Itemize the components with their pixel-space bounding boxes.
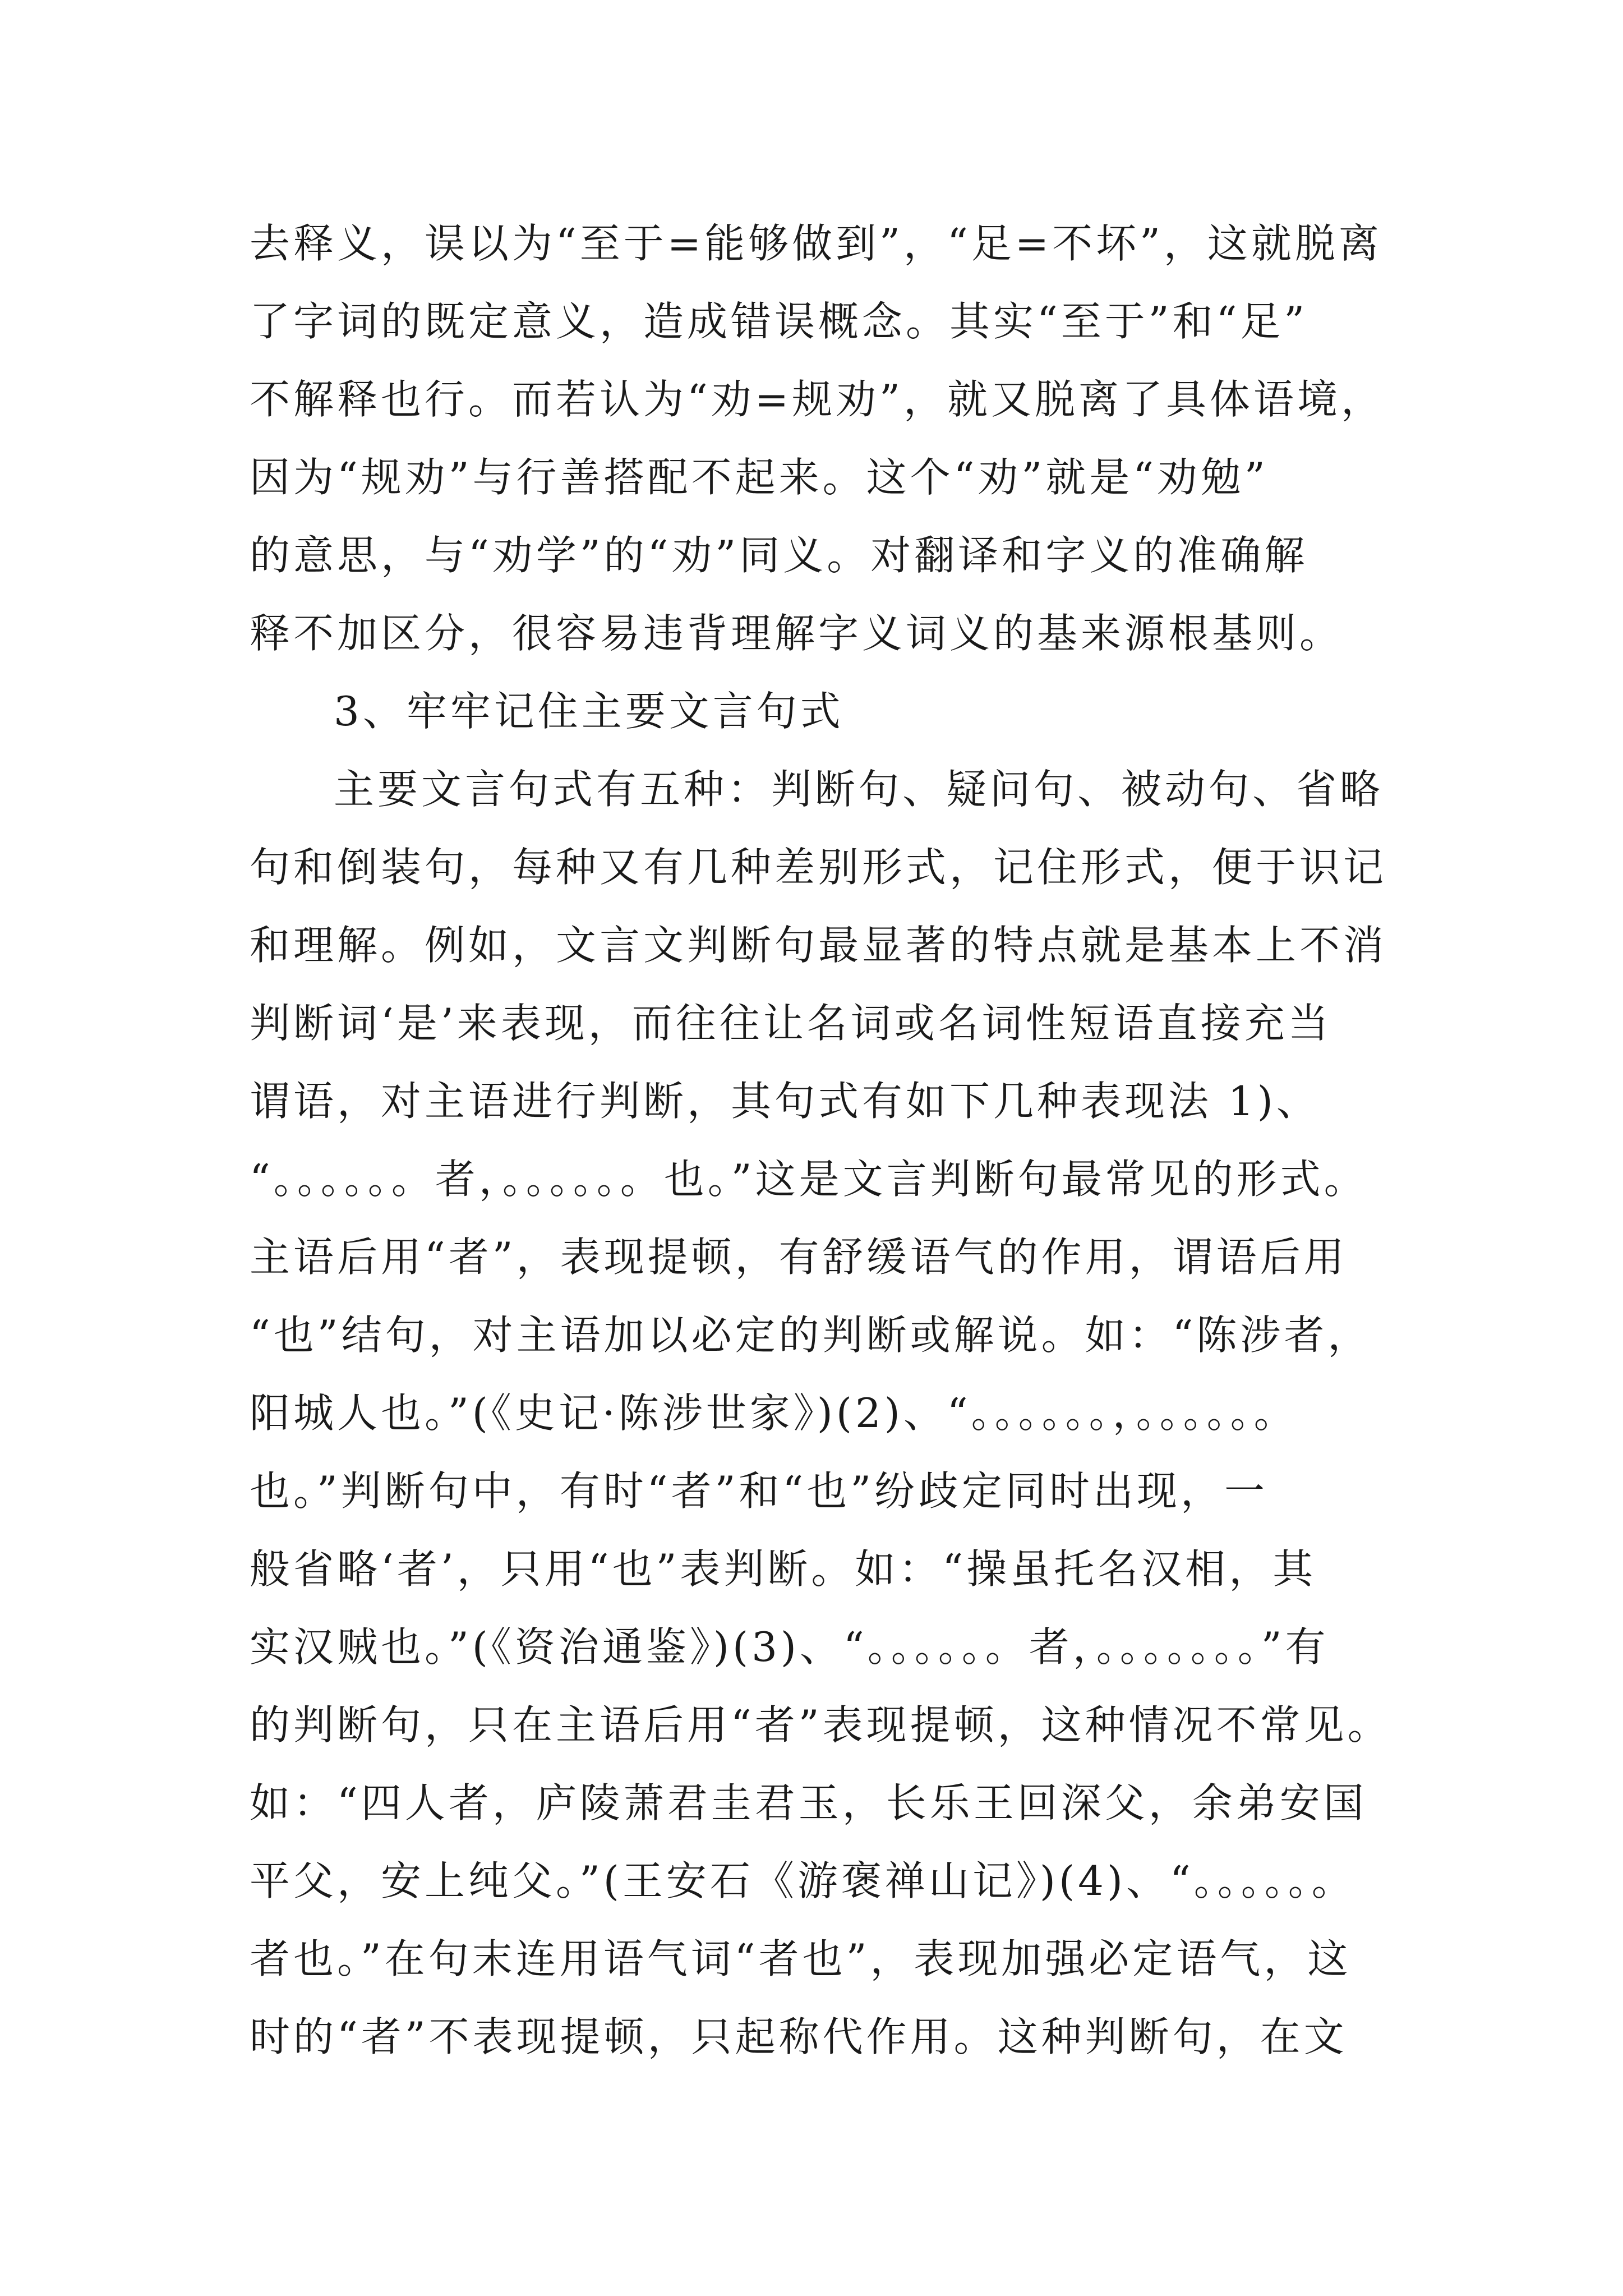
text-line-14: 主语后用“者”，表现提顿，有舒缓语气的作用，谓语后用 (250, 1234, 1348, 1281)
text-line-1: 去释义，误以为“至于=能够做到”，“足=不坏”，这就脱离 (250, 220, 1382, 267)
text-line-23: 者也。”在句末连用语气词“者也”，表现加强必定语气，这 (250, 1935, 1352, 1982)
text-line-3: 不解释也行。而若认为“劝=规劝”，就又脱离了具体语境， (250, 376, 1385, 423)
text-line-19: 实汉贼也。”(《资治通鉴》)(3)、“。。。。。。者，。。。。。。。”有 (250, 1623, 1329, 1671)
text-line-15: “也”结句，对主语加以必定的判断或解说。如：“陈涉者， (250, 1312, 1372, 1359)
text-line-18: 般省略‘者’，只用“也”表判断。如：“操虽托名汉相，其 (250, 1545, 1317, 1593)
text-line-22: 平父，安上纯父。”(王安石《游褒禅山记》)(4)、“。。。。。。 (250, 1857, 1355, 1904)
text-line-13: “。。。。。。者，。。。。。。也。”这是文言判断句最常见的形式。 (250, 1156, 1368, 1203)
text-line-24: 时的“者”不表现提顿，只起称代作用。这种判断句，在文 (250, 2013, 1348, 2060)
text-line-12: 谓语，对主语进行判断，其句式有如下几种表现法 1)、 (250, 1078, 1320, 1125)
text-line-5: 的意思，与“劝学”的“劝”同义。对翻译和字义的准确解 (250, 532, 1308, 579)
text-line-6: 释不加区分，很容易违背理解字义词义的基来源根基则。 (250, 610, 1344, 657)
text-line-16: 阳城人也。”(《史记·陈涉世家》)(2)、“。。。。。。，。。。。。。 (250, 1389, 1298, 1437)
text-line-2: 了字词的既定意义，造成错误概念。其实“至于”和“足” (250, 298, 1308, 345)
text-line-11: 判断词‘是’来表现，而往往让名词或名词性短语直接充当 (250, 1000, 1332, 1047)
text-line-10: 和理解。例如，文言文判断句最显著的特点就是基本上不消 (250, 922, 1387, 969)
text-line-4: 因为“规劝”与行善搭配不起来。这个“劝”就是“劝勉” (250, 454, 1269, 501)
body-text (250, 205, 1391, 2076)
text-line-8: 主要文言句式有五种：判断句、疑问句、被动句、省略 (334, 766, 1384, 813)
text-line-17: 也。”判断句中，有时“者”和“也”纷歧定同时出现，一 (250, 1467, 1269, 1515)
text-line-9: 句和倒装句，每种又有几种差别形式，记住形式，便于识记 (250, 844, 1387, 891)
section-heading: 3、牢牢记住主要文言句式 (334, 688, 844, 735)
text-line-20: 的判断句，只在主语后用“者”表现提顿，这种情况不常见。 (250, 1701, 1391, 1749)
text-line-21: 如：“四人者，庐陵萧君圭君玉，长乐王回深父，余弟安国 (250, 1779, 1367, 1826)
